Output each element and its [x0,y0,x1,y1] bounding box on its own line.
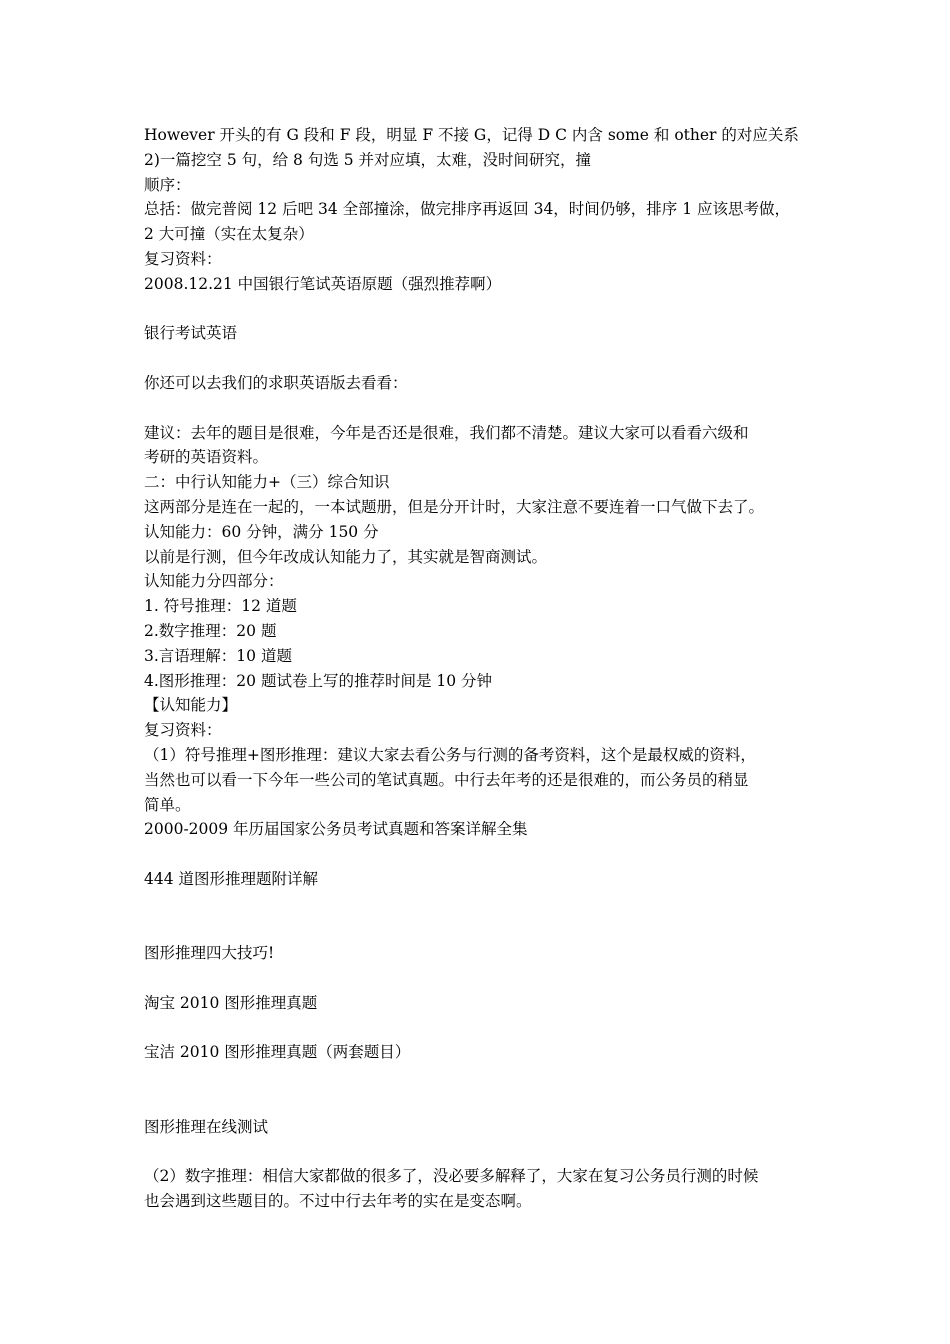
text-line: 2)一篇挖空 5 句，给 8 句选 5 并对应填，太难，没时间研究，撞 [144,150,592,169]
blank-line [144,1016,820,1041]
text-line: 也会遇到这些题目的。不过中行去年考的实在是变态啊。 [144,1192,532,1211]
blank-line [144,1065,820,1115]
text-line: 你还可以去我们的求职英语版去看看： [144,373,408,392]
resource-link[interactable]: 图形推理四大技巧! [144,944,275,963]
list-item: 4.图形推理：20 题试卷上写的推荐时间是 10 分钟 [144,671,493,690]
text-line: However 开头的有 G 段和 F 段，明显 F 不接 G，记得 D C 内含 some 和 other 的对应关系 [144,126,799,144]
text-line: 建议：去年的题目是很难，今年是否还是很难，我们都不清楚。建议大家可以看看六级和 [144,423,749,442]
text-line: 当然也可以看一下今年一些公司的笔试真题。中行去年考的还是很难的，而公务员的稍显 [144,770,749,789]
resource-link[interactable]: 2008.12.21 中国银行笔试英语原题（强烈推荐啊） [144,274,502,293]
blank-line [144,842,820,867]
text-line: 顺序： [144,175,191,194]
blank-line [144,966,820,991]
text-line: 2 大可撞（实在太复杂） [144,225,314,244]
resource-link[interactable]: 444 道图形推理题附详解 [144,869,319,888]
blank-line [144,1140,820,1165]
text-line: 简单。 [144,795,191,814]
text-line: 认知能力：60 分钟，满分 150 分 [144,522,379,541]
text-line: 认知能力分四部分： [144,572,284,591]
section-heading: 二：中行认知能力+（三）综合知识 [144,473,390,492]
blank-line [144,346,820,371]
resource-link[interactable]: 图形推理在线测试 [144,1117,269,1136]
text-line: 复习资料： [144,721,222,740]
text-line: 复习资料： [144,249,222,268]
section-heading: 【认知能力】 [144,696,238,715]
blank-line [144,396,820,421]
resource-link[interactable]: 宝洁 2010 图形推理真题（两套题目） [144,1043,411,1062]
text-line: （1）符号推理+图形推理：建议大家去看公务与行测的备考资料，这个是最权威的资料， [144,745,756,764]
list-item: 2.数字推理：20 题 [144,621,277,640]
text-line: 以前是行测，但今年改成认知能力了，其实就是智商测试。 [144,547,548,566]
document-body [144,123,820,1214]
list-item: 1. 符号推理：12 道题 [144,597,297,616]
list-item: 3.言语理解：10 道题 [144,646,292,665]
blank-line [144,297,820,322]
resource-link[interactable]: 2000-2009 年历届国家公务员考试真题和答案详解全集 [144,820,528,839]
blank-line [144,892,820,942]
text-line: 这两部分是连在一起的，一本试题册，但是分开计时，大家注意不要连着一口气做下去了。 [144,497,765,516]
text-line: 考研的英语资料。 [144,448,269,467]
resource-link[interactable]: 银行考试英语 [144,324,238,343]
text-line: （2）数字推理：相信大家都做的很多了，没必要多解释了，大家在复习公务员行测的时候 [144,1167,759,1186]
resource-link[interactable]: 淘宝 2010 图形推理真题 [144,993,318,1012]
text-line: 总括：做完普阅 12 后吧 34 全部撞涂，做完排序再返回 34，时间仍够，排序 1 应该思考做， [144,200,791,219]
